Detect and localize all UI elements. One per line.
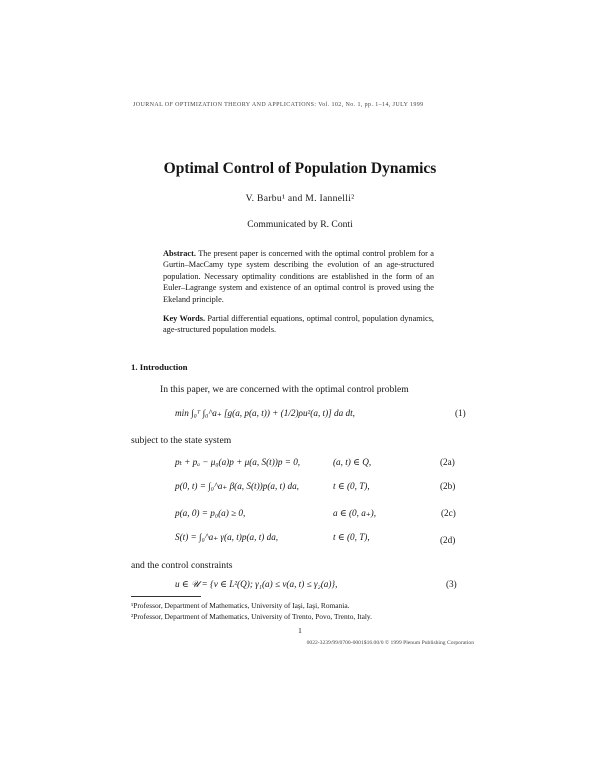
running-head: JOURNAL OF OPTIMIZATION THEORY AND APPLICATIONS: Vol. 102, No. 1, pp. 1–14, JULY 1999 — [133, 102, 424, 108]
keywords-label: Key Words. — [163, 314, 206, 323]
equation-3-number: (3) — [446, 579, 457, 589]
equation-2c-number: (2c) — [441, 508, 456, 518]
equation-2a-number: (2a) — [440, 457, 455, 467]
equation-3: u ∈ 𝒰 = {v ∈ L²(Q); γ₁(a) ≤ v(a, t) ≤ γ₂(a)}, — [175, 579, 338, 589]
page-number: 1 — [298, 626, 302, 635]
keywords — [163, 313, 434, 336]
footnote-2: ²Professor, Department of Mathematics, University of Trento, Povo, Trento, Italy. — [131, 612, 372, 621]
copyright-line: 0022-3239/99/0700-0001$16.00/0 © 1999 Plenum Publishing Corporation — [306, 640, 474, 646]
equation-1-number: (1) — [455, 408, 466, 418]
equation-2d-condition: t ∈ (0, T), — [333, 532, 370, 542]
equation-2a-condition: (a, t) ∈ Q, — [333, 457, 372, 467]
equation-1: min ∫₀ᵀ ∫₀^a₊ [g(a, p(a, t)) + (1/2)ρu²(a, t)] da dt, — [175, 408, 355, 418]
equation-2c-condition: a ∈ (0, a₊), — [333, 508, 377, 518]
footnote-1: ¹Professor, Department of Mathematics, University of Iaşi, Iaşi, Romania. — [131, 601, 350, 610]
equation-2d: S(t) = ∫₀^a₊ γ(a, t)p(a, t) da, — [175, 532, 279, 542]
equation-2b-number: (2b) — [440, 481, 456, 491]
abstract-label: Abstract. — [163, 249, 196, 258]
keywords-text: Partial differential equations, optimal control, population dynamics, age-structured population models. — [163, 314, 435, 335]
equation-2c: p(a, 0) = p₀(a) ≥ 0, — [175, 508, 246, 518]
footnote-rule — [131, 596, 201, 597]
equation-2b-condition: t ∈ (0, T), — [333, 481, 370, 491]
communicated-by: Communicated by R. Conti — [247, 219, 353, 230]
equation-2a: pₜ + pₐ − μ₀(a)p + μ(a, S(t))p = 0, — [175, 457, 301, 467]
abstract-text: The present paper is concerned with the optimal control problem for a Gurtin–MacCamy type system describing the evolution of an age-structured population. Necessary optimality conditions are established in the form of an Euler–Lagrange system and existence of an optimal control is proved using the Ekeland principle. — [163, 249, 434, 304]
abstract — [163, 248, 434, 305]
paper-title: Optimal Control of Population Dynamics — [163, 160, 437, 177]
equation-2d-number: (2d) — [440, 535, 456, 545]
section-heading: 1. Introduction — [131, 362, 188, 372]
control-constraints-intro: and the control constraints — [131, 560, 233, 571]
authors: V. Barbu¹ and M. Iannelli² — [245, 193, 355, 204]
state-system-intro: subject to the state system — [131, 435, 232, 446]
equation-2b: p(0, t) = ∫₀^a₊ β(a, S(t))p(a, t) da, — [175, 481, 299, 491]
intro-sentence: In this paper, we are concerned with the optimal control problem — [160, 384, 409, 395]
